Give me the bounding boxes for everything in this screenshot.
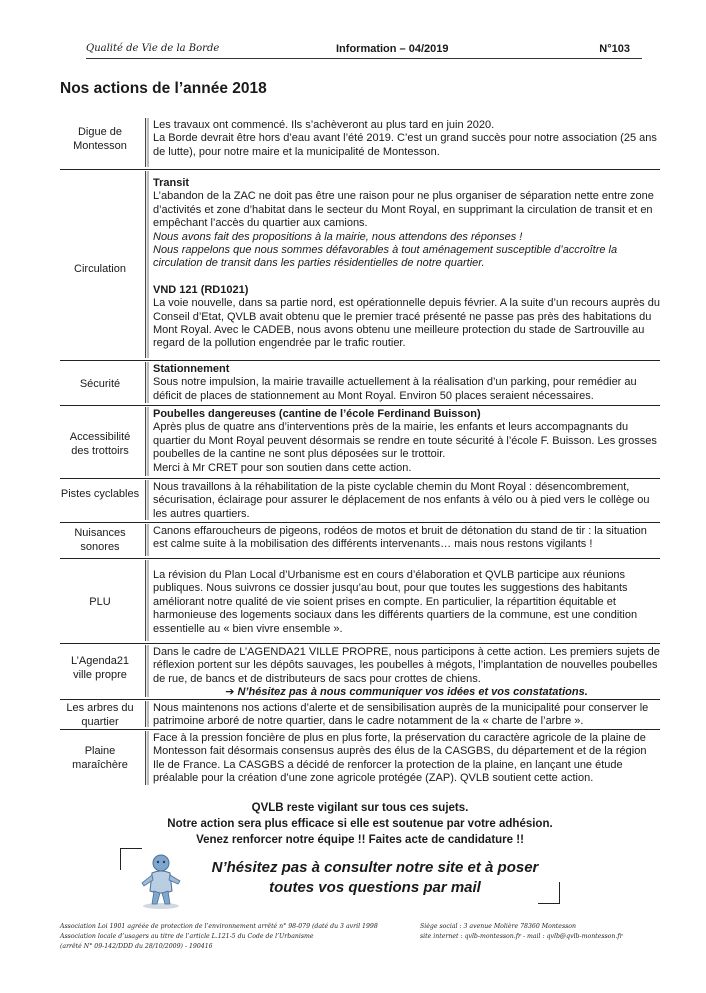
subheading: VND 121 (RD1021) <box>153 283 249 296</box>
paragraph: Nous rappelons que nous sommes défavorables à tout aménagement susceptible d’accroître la circulation de transit dans les parties résidentielles de notre quartier. <box>153 244 618 270</box>
row-content <box>153 646 660 700</box>
row-label: Pistes cyclables <box>60 488 140 500</box>
row-plaine <box>60 730 660 787</box>
row-content <box>153 702 660 729</box>
row-content <box>153 408 660 475</box>
paragraph: La révision du Plan Local d’Urbanisme est en cours d’élaboration et QVLB participe aux réunions publiques. Nous suivrons ce dossier jusqu’au bout, pour que toutes les suggestions des habitants améliorant notre qualité de vie soient prises en compte. En particulier, la répartition équitable et harmonieuse des logements sociaux dans les différents quartiers de la commune, est une condition essentielle au « bien vivre ensemble ». <box>153 569 638 635</box>
closing-line: Venez renforcer notre équipe !! Faites acte de candidature !! <box>196 834 524 846</box>
contact-message <box>190 858 560 898</box>
paragraph: L’abandon de la ZAC ne doit pas être une raison pour ne plus organiser de séparation nette entre zone d’activités et zone d’habitat dans le secteur du Mont Royal, en supprimant la circulation de transit et en empêchant l’accès du quartier aux camions. <box>153 190 654 230</box>
row-label: Sécurité <box>79 378 121 390</box>
row-pistes <box>60 479 660 523</box>
row-label: Les arbres du quartier <box>66 702 134 728</box>
paragraph: Nous travaillons à la réhabilitation de la piste cyclable chemin du Mont Royal : désencombrement, sécurisation, éclairage pour assurer le déplacement de nos enfants à vélo ou à pied vers le collège ou les autres quartiers. <box>153 481 650 520</box>
subheading: Stationnement <box>153 363 230 375</box>
row-label: Nuisances sonores <box>74 527 126 553</box>
row-bar <box>145 118 149 167</box>
row-bar <box>145 407 149 476</box>
paragraph: Dans le cadre de L’AGENDA21 VILLE PROPRE, nous participons à cette action. Les premiers sujets de réflexion portent sur les dépôts sauvages, les poubelles à mégots, l’implantation de nouvelles poubelles de rue, de bancs et de distributeurs de sacs pour crottes de chiens. <box>153 646 660 685</box>
subheading: Transit <box>153 177 190 189</box>
paragraph: Sous notre impulsion, la mairie travaille actuellement à la réalisation d’un parking, pour remédier au déficit de places de stationnement au Mont Royal. Environ 50 places seraient nécessaires. <box>153 376 637 402</box>
row-label: Circulation <box>74 263 126 275</box>
row-bar <box>145 560 149 641</box>
row-label: Plaine maraîchère <box>72 745 128 771</box>
paragraph: La voie nouvelle, dans sa partie nord, est opérationnelle depuis février. A la suite d’un recours auprès du Conseil d’Etat, QVLB avait obtenu que le premier tracé présenté ne passe pas près des habitations du Mont Royal. Avec le CADEB, nous avons obtenu une meilleure protection du stade de Sartrouville au regard de la pollution engendrée par le trafic routier. <box>153 297 660 350</box>
row-content <box>153 525 660 552</box>
contact-callout <box>120 848 560 904</box>
paragraph: Nous avons fait des propositions à la mairie, nous attendons des réponses ! <box>153 230 523 243</box>
row-accessibilite <box>60 406 660 479</box>
callout-line: ➔ N’hésitez pas à nous communiquer vos idées et vos constatations. <box>225 686 588 699</box>
row-securite <box>60 361 660 406</box>
row-bar <box>145 645 149 697</box>
row-bar <box>145 701 149 727</box>
paragraph: Nous maintenons nos actions d’alerte et de sensibilisation auprès de la municipalité pour conserver le patrimoine arboré de notre quartier, dans le cadre notamment de la « charte de l’arbre ». <box>153 702 649 728</box>
footer-legal <box>60 922 400 952</box>
row-label: Accessibilité des trottoirs <box>69 431 131 457</box>
header-org-name: Qualité de Vie de la Borde <box>86 43 220 54</box>
paragraph: Après plus de quatre ans d’interventions près de la mairie, les enfants et leurs accompagnants du quartier du Mont Royal peuvent désormais se rendre en toute sécurité à l’école F. Buisson. Les grosses poubelles de la cantine ne sont plus déposées sur le trottoir. <box>153 421 657 461</box>
row-agenda21 <box>60 644 660 700</box>
mascot-figure-icon <box>136 853 186 909</box>
row-bar <box>145 171 149 358</box>
footer-line: (arrêté N° 09-142/DDD du 28/10/2009) - 190416 <box>60 943 213 950</box>
row-content <box>153 732 660 786</box>
footer-contact <box>420 922 670 942</box>
row-label: L’Agenda21 ville propre <box>70 655 130 681</box>
row-bar <box>145 731 149 785</box>
footer-address: Siège social : 3 avenue Molière 78360 Montesson <box>420 923 577 930</box>
row-bar <box>145 480 149 520</box>
paragraph: Les travaux ont commencé. Ils s’achèveront au plus tard en juin 2020. <box>153 119 495 131</box>
row-content <box>153 569 660 636</box>
paragraph: Canons effaroucheurs de pigeons, rodéos de motos et bruit de détonation du stand de tir : la situation est calme suite à la mobilisation des différents intervenants… mais nous restons vigilants ! <box>153 525 647 551</box>
footer-line: Association Loi 1901 agréée de protection de l’environnement arrêté n° 98-079 (daté du 3 avril 1998 <box>60 923 378 930</box>
row-content <box>153 481 660 521</box>
subheading: Poubelles dangereuses (cantine de l’école Ferdinand Buisson) <box>153 408 481 420</box>
page-title: Nos actions de l’année 2018 <box>60 80 267 97</box>
header-info: Information – 04/2019 <box>336 43 449 55</box>
row-bar <box>145 524 149 556</box>
closing-line: QVLB reste vigilant sur tous ces sujets. <box>251 802 469 814</box>
row-content <box>153 363 660 403</box>
footer-line: Association locale d’usagers au titre de l’article L.121-5 du Code de l’Urbanisme <box>60 933 314 940</box>
row-circulation <box>60 170 660 361</box>
row-nuisances <box>60 523 660 559</box>
footer-web-mail: site internet : qvlb-montesson.fr - mail : qvlb@qvlb-montesson.fr <box>420 933 623 940</box>
page-header <box>86 43 642 59</box>
row-content <box>153 177 660 351</box>
row-content <box>153 119 660 159</box>
closing-line: Notre action sera plus efficace si elle est soutenue par votre adhésion. <box>167 818 553 830</box>
row-bar <box>145 362 149 403</box>
contact-line: toutes vos questions par mail <box>269 879 481 896</box>
row-label: Digue de Montesson <box>73 126 127 152</box>
row-arbres <box>60 700 660 730</box>
row-plu <box>60 559 660 644</box>
closing-message <box>60 800 660 848</box>
header-issue-number: N°103 <box>599 43 630 55</box>
contact-line: N’hésitez pas à consulter notre site et à poser <box>211 859 539 876</box>
paragraph: Face à la pression foncière de plus en plus forte, la préservation du caractère agricole de la plaine de Montesson fait désormais consensus auprès des élus de la CASGBS, du département et de la région Ile de France. La CASGBS a décidé de renforcer la protection de la plaine, en lançant une étude préalable pour la création d’une zone agricole protégée (ZAP). QVLB soutient cette action. <box>153 732 647 785</box>
row-label: PLU <box>89 596 111 608</box>
paragraph: Merci à Mr CRET pour son soutien dans cette action. <box>153 461 412 474</box>
row-digue <box>60 117 660 170</box>
paragraph: La Borde devrait être hors d’eau avant l’été 2019. C’est un grand succès pour notre association (25 ans de lutte), pour notre maire et la municipalité de Montesson. <box>153 132 657 158</box>
